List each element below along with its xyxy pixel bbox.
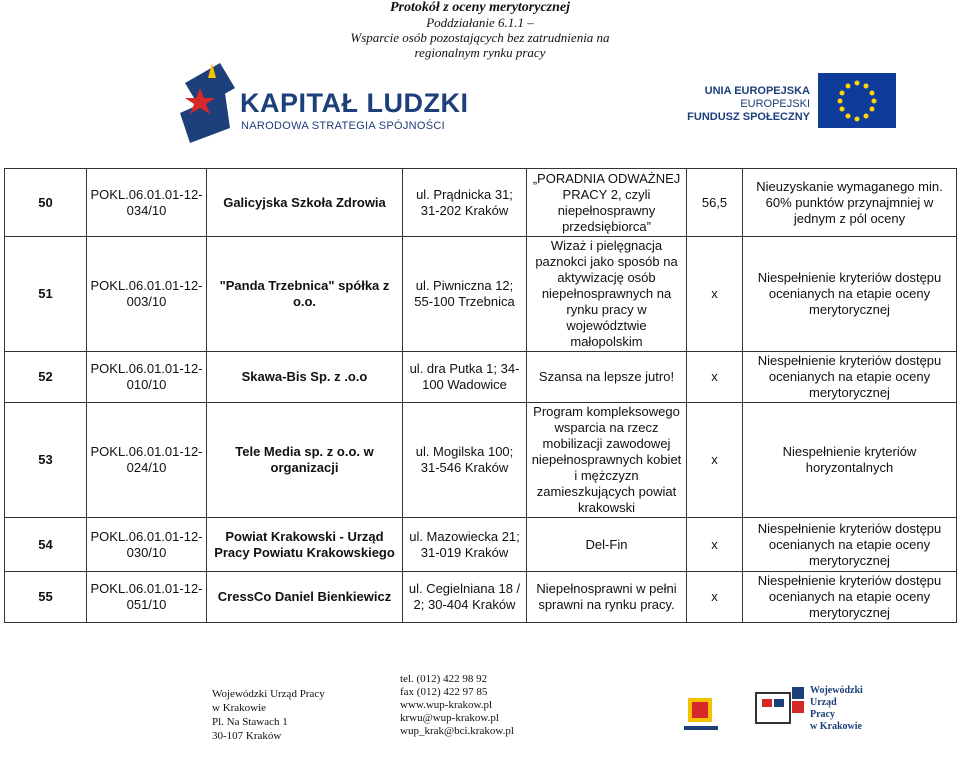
address-line: 30-107 Kraków	[212, 730, 282, 742]
document-header	[0, 0, 960, 60]
wup-logo	[790, 685, 950, 735]
row-number: 52	[5, 352, 87, 403]
project-title: Niepełnosprawni w pełni sprawni na rynku pracy.	[527, 572, 687, 623]
score: x	[687, 403, 743, 518]
applicant-address: ul. dra Putka 1; 34-100 Wadowice	[403, 352, 527, 403]
table-row	[5, 169, 957, 237]
office-address	[212, 687, 325, 743]
row-number: 51	[5, 237, 87, 352]
score: x	[687, 518, 743, 572]
application-code: POKL.06.01.01-12-003/10	[87, 237, 207, 352]
project-title: „PORADNIA ODWAŻNEJ PRACY 2, czyli niepełnosprawny przedsiębiorca”	[527, 169, 687, 237]
kapital-ludzki-title: KAPITAŁ LUDZKI	[240, 88, 469, 118]
evaluation-result: Nieuzyskanie wymaganego min. 60% punktów przynajmniej w jednym z pól oceny	[743, 169, 957, 237]
footer	[0, 665, 960, 745]
row-number: 54	[5, 518, 87, 572]
evaluation-result: Niespełnienie kryteriów dostępu ocenianych na etapie oceny merytorycznej	[743, 572, 957, 623]
subtitle-line: Poddziałanie 6.1.1 –	[426, 15, 534, 30]
applicant-name: Powiat Krakowski - Urząd Pracy Powiatu Krakowskiego	[207, 518, 403, 572]
contact-line[interactable]: wup_krak@bci.krakow.pl	[400, 725, 514, 737]
star-emblem-icon	[180, 58, 240, 153]
wup-logo-line: Wojewódzki	[810, 685, 863, 696]
applicant-address: ul. Mogilska 100; 31-546 Kraków	[403, 403, 527, 518]
document-title: Protokół z oceny merytorycznej	[389, 0, 571, 15]
wup-logo-line: Urząd	[810, 697, 837, 708]
subtitle-line: regionalnym rynku pracy	[414, 45, 546, 60]
table-row	[5, 352, 957, 403]
urzad-pracy-logo	[752, 687, 794, 735]
score: x	[687, 237, 743, 352]
row-number: 50	[5, 169, 87, 237]
applicant-name: CressCo Daniel Bienkiewicz	[207, 572, 403, 623]
applicant-address: ul. Cegielniana 18 / 2; 30-404 Kraków	[403, 572, 527, 623]
application-code: POKL.06.01.01-12-024/10	[87, 403, 207, 518]
row-number: 53	[5, 403, 87, 518]
applicant-name: Tele Media sp. z o.o. w organizacji	[207, 403, 403, 518]
subtitle-line: Wsparcie osób pozostających bez zatrudnienia na	[350, 30, 610, 45]
score: 56,5	[687, 169, 743, 237]
contact-line: fax (012) 422 97 85	[400, 686, 488, 698]
eu-line: FUNDUSZ SPOŁECZNY	[687, 111, 810, 123]
malopolska-logo	[676, 690, 726, 735]
table-row	[5, 572, 957, 623]
eu-text	[680, 85, 810, 124]
kapital-ludzki-subtitle: NARODOWA STRATEGIA SPÓJNOŚCI	[241, 120, 445, 132]
contact-line[interactable]: krwu@wup-krakow.pl	[400, 712, 499, 724]
wup-logo-line: Pracy	[810, 709, 835, 720]
row-number: 55	[5, 572, 87, 623]
table-row	[5, 237, 957, 352]
project-title: Del-Fin	[527, 518, 687, 572]
score: x	[687, 352, 743, 403]
eu-line: UNIA EUROPEJSKA	[704, 85, 810, 97]
address-line: w Krakowie	[212, 702, 267, 714]
address-line: Wojewódzki Urząd Pracy	[212, 688, 325, 700]
applicant-address: ul. Mazowiecka 21; 31-019 Kraków	[403, 518, 527, 572]
results-table	[4, 168, 957, 623]
wup-logo-icon	[790, 685, 808, 725]
application-code: POKL.06.01.01-12-010/10	[87, 352, 207, 403]
contact-line: tel. (012) 422 98 92	[400, 673, 488, 685]
evaluation-result: Niespełnienie kryteriów dostępu ocenianych na etapie oceny merytorycznej	[743, 352, 957, 403]
project-title: Wizaż i pielęgnacja paznokci jako sposób na aktywizację osób niepełnosprawnych na rynku pracy w województwie małopolskim	[527, 237, 687, 352]
applicant-address: ul. Prądnicka 31; 31-202 Kraków	[403, 169, 527, 237]
score: x	[687, 572, 743, 623]
project-title: Program kompleksowego wsparcia na rzecz mobilizacji zawodowej niepełnosprawnych kobiet i mężczyzn zamieszkujących powiat krakowski	[527, 403, 687, 518]
application-code: POKL.06.01.01-12-034/10	[87, 169, 207, 237]
evaluation-result: Niespełnienie kryteriów dostępu ocenianych na etapie oceny merytorycznej	[743, 237, 957, 352]
evaluation-result: Niespełnienie kryteriów dostępu ocenianych na etapie oceny merytorycznej	[743, 518, 957, 572]
applicant-address: ul. Piwniczna 12; 55-100 Trzebnica	[403, 237, 527, 352]
contact-info	[400, 673, 514, 738]
wup-logo-line: w Krakowie	[810, 721, 862, 732]
project-title: Szansa na lepsze jutro!	[527, 352, 687, 403]
contact-line[interactable]: www.wup-krakow.pl	[400, 699, 493, 711]
eu-flag-icon	[818, 73, 896, 128]
evaluation-result: Niespełnienie kryteriów horyzontalnych	[743, 403, 957, 518]
application-code: POKL.06.01.01-12-051/10	[87, 572, 207, 623]
applicant-name: "Panda Trzebnica" spółka z o.o.	[207, 237, 403, 352]
table-row	[5, 403, 957, 518]
applicant-name: Galicyjska Szkoła Zdrowia	[207, 169, 403, 237]
malopolska-icon	[676, 690, 726, 735]
address-line: Pl. Na Stawach 1	[212, 716, 288, 728]
applicant-name: Skawa-Bis Sp. z .o.o	[207, 352, 403, 403]
application-code: POKL.06.01.01-12-030/10	[87, 518, 207, 572]
eu-line: EUROPEJSKI	[740, 98, 810, 110]
table-row	[5, 518, 957, 572]
urzad-pracy-icon	[752, 687, 794, 735]
